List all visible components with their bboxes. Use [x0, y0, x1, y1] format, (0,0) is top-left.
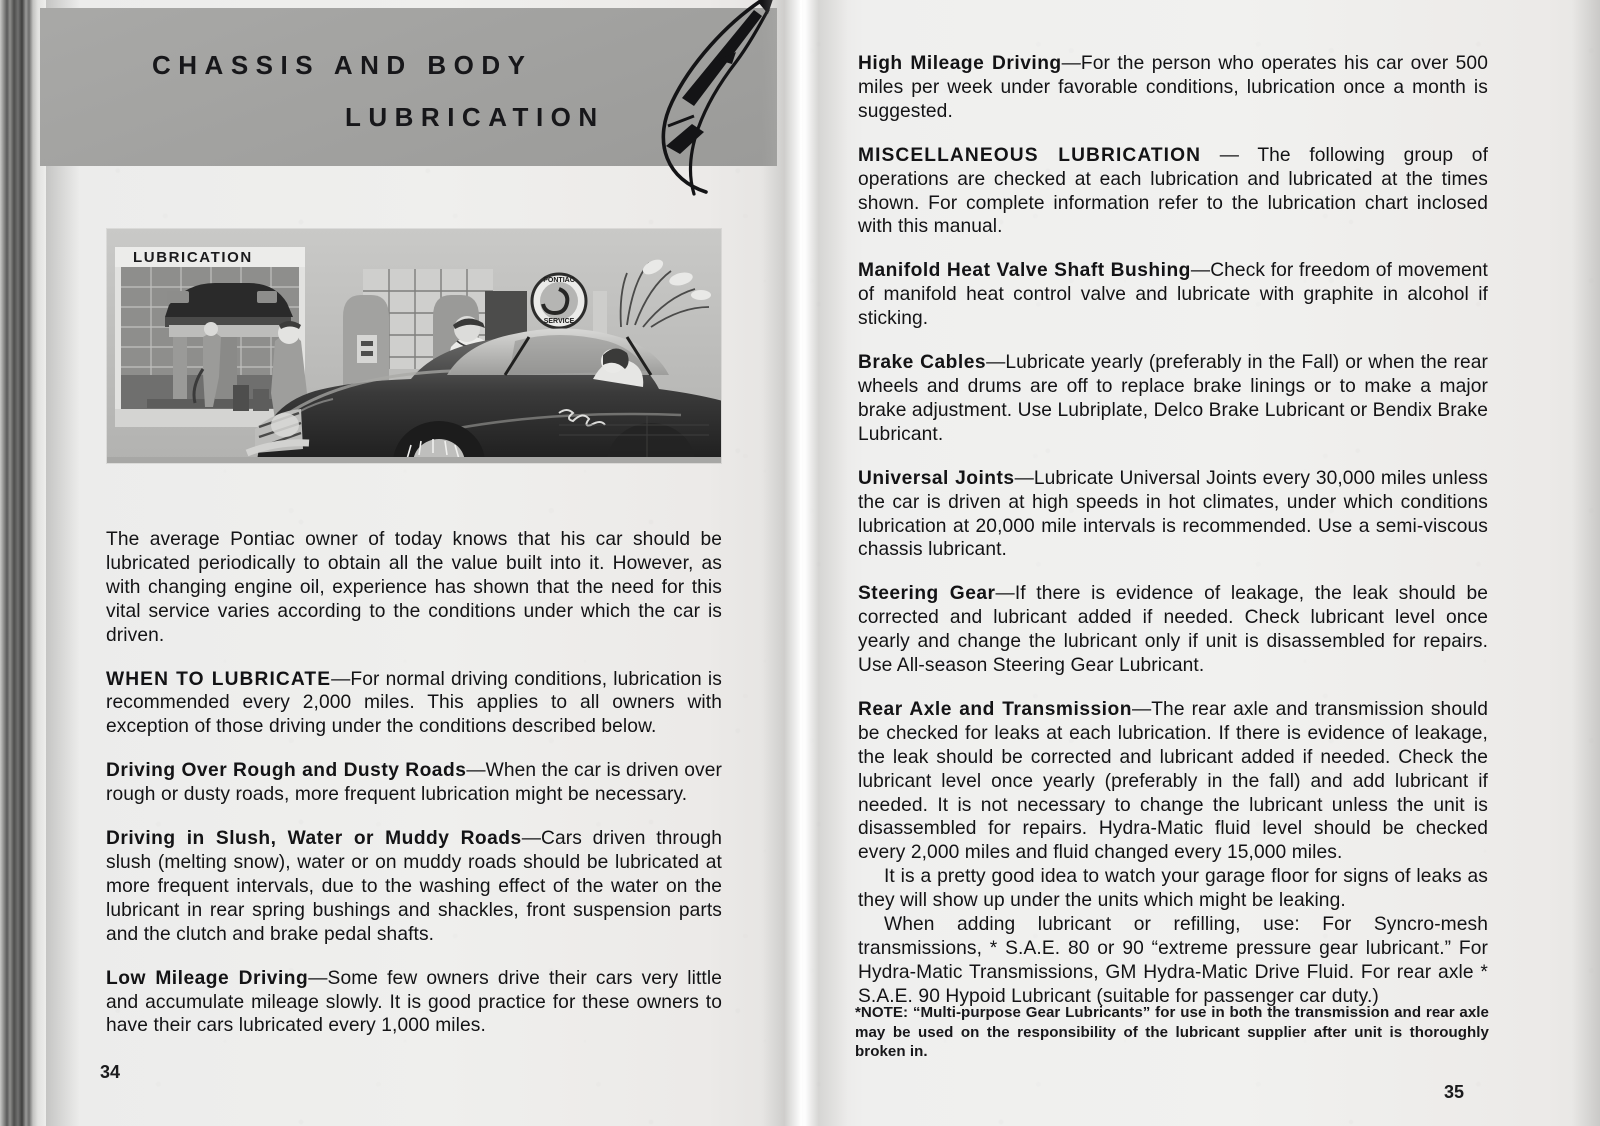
page-number-right: 35 — [1444, 1082, 1465, 1102]
chapter-banner — [40, 8, 777, 166]
heading-slush-water-muddy: Driving in Slush, Water or Muddy Roads — [106, 828, 522, 850]
heading-universal-joints: Universal Joints — [858, 467, 1015, 489]
paragraph-universal-joints: Universal Joints—Lubricate Universal Joints every 30,000 miles unless the car is driven at high speeds in hot climates, under which conditions lubrication at 20,000 mile intervals is recommended. Use a semi-viscous chassis lubricant. — [858, 467, 1488, 561]
heading-rear-axle-and-transmission: Rear Axle and Transmission — [858, 698, 1132, 720]
paragraph-high-mileage-driving: High Mileage Driving—For the person who operates his car over 500 miles per week under favorable conditions, lubrication once a month is suggested. — [858, 53, 1488, 122]
page-number-left: 34 — [100, 1062, 121, 1082]
heading-manifold-heat-valve-shaft-bushing: Manifold Heat Valve Shaft Bushing — [858, 260, 1191, 282]
heading-miscellaneous-lubrication: MISCELLANEOUS LUBRICATION — [858, 144, 1202, 166]
heading-high-mileage-driving: High Mileage Driving — [858, 53, 1062, 74]
chapter-title-line-2: LUBRICATION — [345, 102, 605, 132]
chapter-title-line-1: CHASSIS AND BODY — [152, 50, 533, 80]
paragraph-miscellaneous-lubrication: MISCELLANEOUS LUBRICATION — The following group of operations are checked at each lubrication and lubricated at the times shown. For complete information refer to the lubrication chart inclosed with this manual. — [858, 144, 1488, 238]
binding-soft-shadow — [46, 0, 80, 1126]
heading-rough-dusty-roads: Driving Over Rough and Dusty Roads — [106, 760, 467, 782]
heading-brake-cables: Brake Cables — [858, 352, 987, 374]
svg-text:SERVICE: SERVICE — [543, 318, 575, 325]
paragraph-brake-cables: Brake Cables—Lubricate yearly (preferably in the Fall) or when the rear wheels and drums are off to replace brake linings or to make a major brake adjustment. Use Lubriplate, Delco Brake Lubricant or Bendix Brake Lubricant. — [858, 352, 1488, 445]
paragraph-garage-floor-note: It is a pretty good idea to watch your garage floor for signs of leaks as they will show up under the units which might be leaking. — [858, 866, 1488, 912]
paragraph-low-mileage-driving: Low Mileage Driving—Some few owners drive their cars very little and accumulate mileage slowly. It is good practice for these owners to have their cars lubricated every 1,000 miles. — [106, 967, 722, 1037]
paragraph-rear-axle-and-transmission: Rear Axle and Transmission—The rear axle and transmission should be checked for leaks at each lubrication. If there is evidence of leakage, the leak should be corrected and lubricant added if needed. Check the lubricant level once yearly (preferably in the fall) and add lubricant if needed. It is not necessary to change the lubricant unless the unit is disassembled for repairs. Hydra-Matic fluid level should be checked every 2,000 miles and fluid changed every 15,000 miles. — [858, 698, 1488, 864]
right-column-text — [858, 52, 1488, 1009]
paragraph-intro: The average Pontiac owner of today knows that his car should be lubricated periodically to obtain all the value built into it. However, as with changing engine oil, experience has shown that the need for this vital service varies according to the conditions under which the car is driven. — [106, 529, 722, 646]
paragraph-refilling-note: When adding lubricant or refilling, use: For Syncro-mesh transmissions, * S.A.E. 80 or 90 “extreme pressure gear lubricant.” For Hydra-Matic Transmissions, GM Hydra-Matic Drive Fluid. For rear axle * S.A.E. 90 Hypoid Lubricant (suitable for passenger car duty.) — [858, 914, 1488, 1007]
paragraph-when-to-lubricate: WHEN TO LUBRICATE—For normal driving conditions, lubrication is recommended every 2,000 miles. This applies to all owners with exception of those driving under the conditions described below. — [106, 668, 722, 738]
service-station-illustration — [107, 229, 721, 463]
centre-gutter-crease — [800, 0, 802, 1126]
svg-text:PONTIAC: PONTIAC — [543, 277, 575, 284]
heading-low-mileage-driving: Low Mileage Driving — [106, 967, 309, 989]
footnote-note: *NOTE: “Multi-purpose Gear Lubricants” for use in both the transmission and rear axle may be used on the responsibility of the lubricant supplier after unit is thoroughly broken in. — [855, 1004, 1489, 1061]
paragraph-rough-dusty-roads: Driving Over Rough and Dusty Roads—When the car is driven over rough or dusty roads, more frequent lubrication might be necessary. — [106, 760, 722, 806]
heading-steering-gear: Steering Gear — [858, 583, 996, 605]
left-column-text — [106, 528, 722, 1038]
heading-when-to-lubricate: WHEN TO LUBRICATE — [106, 668, 332, 690]
paragraph-steering-gear: Steering Gear—If there is evidence of leakage, the leak should be corrected and lubricant added if needed. Check lubricant level once yearly and change the lubricant only if unit is disassembled for repairs. Use All-season Steering Gear Lubricant. — [858, 583, 1488, 677]
paragraph-manifold-heat-valve-shaft-bushing: Manifold Heat Valve Shaft Bushing—Check for freedom of movement of manifold heat control valve and lubricate with graphite in alcohol if sticking. — [858, 260, 1488, 330]
paragraph-slush-water-muddy: Driving in Slush, Water or Muddy Roads—Cars driven through slush (melting snow), water or on muddy roads should be lubricated at more frequent intervals, due to the washing effect of the water on the lubricant in rear spring bushings and shackles, front suspension parts and the clutch and brake pedal shafts. — [106, 828, 723, 945]
svg-text:LUBRICATION: LUBRICATION — [133, 249, 253, 266]
binding-shadow — [0, 0, 46, 1126]
